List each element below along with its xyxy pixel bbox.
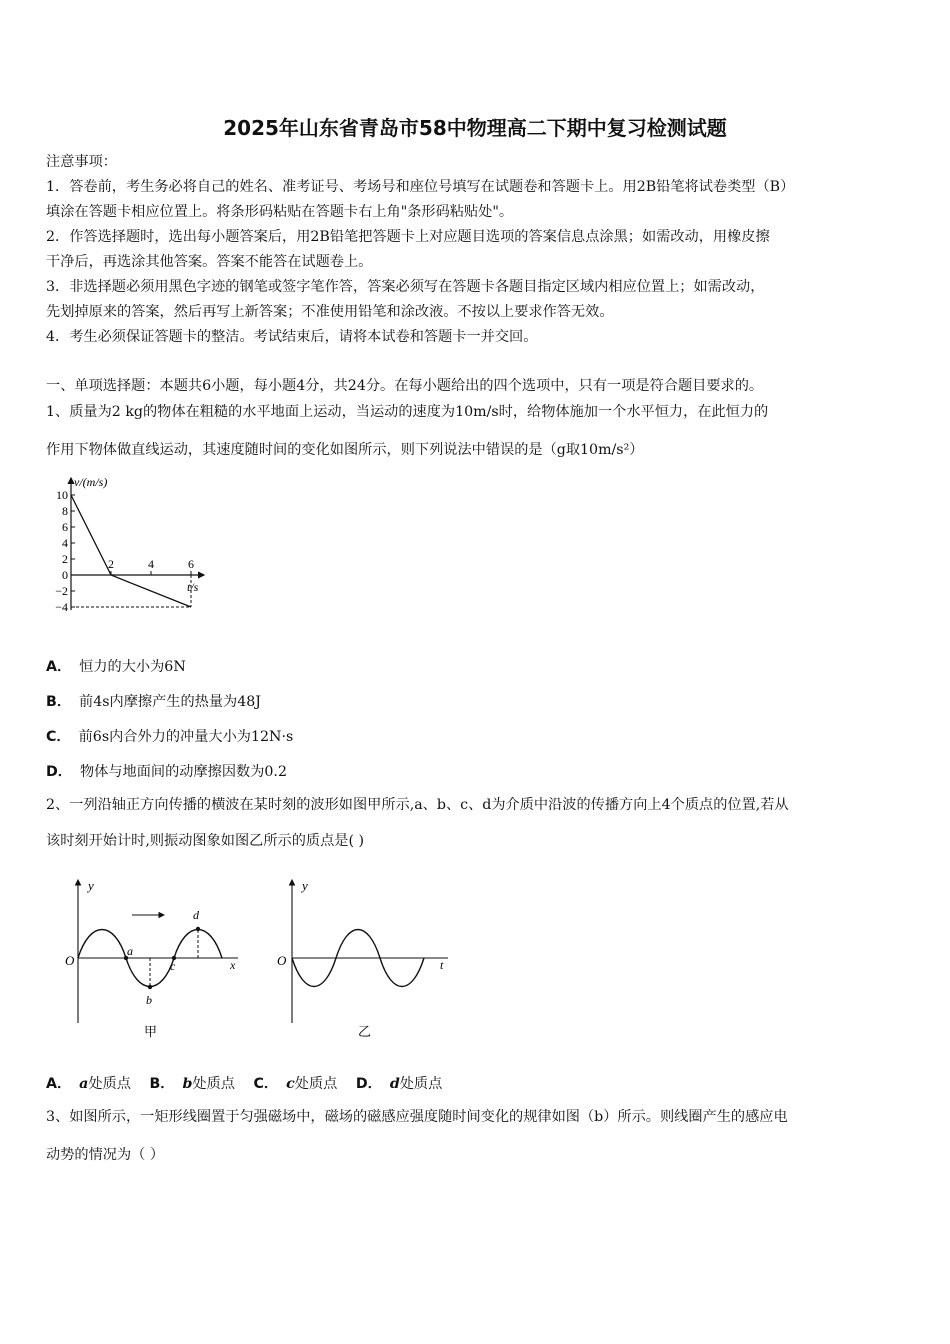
q2-stem-line2: 该时刻开始计时,则振动图象如图乙所示的质点是( ) [46,833,365,849]
y-tick-label: 8 [62,504,68,518]
q2-wave-figures [60,868,460,1058]
svg-text:t: t [440,958,444,972]
q1-stem-line2: 作用下物体做直线运动，其速度随时间的变化如图所示，则下列说法中错误的是（g取10m/s²） [46,442,644,458]
velocity-line [71,495,191,607]
notice-line: 干净后，再选涂其他答案。答案不能答在试题卷上。 [46,254,373,270]
y-tick-label: 4 [62,536,68,550]
x-tick-label: 2 [108,557,114,571]
y-tick-label: 0 [62,568,68,582]
y-tick-label: 10 [56,488,68,502]
point-d-label: d [193,908,199,922]
notice-line: 先划掉原来的答案，然后再写上新答案；不准使用铅笔和涂改液。不按以上要求作答无效。 [46,304,614,320]
x-tick-label: 4 [148,557,154,571]
notice-line: 1．答卷前，考生务必将自己的姓名、准考证号、考场号和座位号填写在试题卷和答题卡上。用2B铅笔将试卷类型（B） [46,179,795,195]
y-ticks [55,488,75,614]
section-heading: 一、单项选择题：本题共6小题，每小题4分，共24分。在每小题给出的四个选项中，只有一项是符合题目要求的。 [46,378,764,394]
q1-option-d: D． 物体与地面间的动摩擦因数为0.2 [46,764,287,780]
q1-vt-graph [44,470,214,620]
x-tick-label: 6 [188,557,194,571]
notice-line: 4．考生必须保证答题卡的整洁。考试结束后，请将本试卷和答题卡一并交回。 [46,329,538,345]
caption-jia: 甲 [144,1024,158,1039]
guide-lines [71,575,191,607]
point-a-label: a [127,944,133,958]
point-c-label: c [170,959,176,973]
y-axis-label: v/(m/s) [74,475,108,489]
q1-stem-line1: 1、质量为2 kg的物体在粗糙的水平地面上运动，当运动的速度为10m/s时，给物体施加一个水平恒力，在此恒力的 [46,404,769,420]
notice-line: 3．非选择题必须用黑色字迹的钢笔或签字笔作答，答案必须写在答题卡各题目指定区域内相应位置上；如需改动， [46,279,765,295]
svg-text:y: y [88,878,94,893]
caption-yi: 乙 [358,1024,372,1039]
q2-options: A． a处质点 B． b处质点 C． c处质点 D． d处质点 [46,1076,443,1092]
y-tick-label: 6 [62,520,68,534]
q1-option-b: B． 前4s内摩擦产生的热量为48J [46,694,261,710]
notice-line: 2．作答选择题时，选出每小题答案后，用2B铅笔把答题卡上对应题目选项的答案信息点涂黑；如需改动，用橡皮擦 [46,229,770,245]
svg-text:x: x [230,958,236,972]
y-tick-label: −2 [55,584,68,598]
x-axis-label: t/s [187,580,199,594]
q3-stem-line1: 3、如图所示，一矩形线圈置于匀强磁场中，磁场的磁感应强度随时间变化的规律如图（b）所示。则线圈产生的感应电 [46,1109,788,1125]
figure-yi [277,878,448,1039]
x-ticks [108,557,194,575]
notice-heading: 注意事项： [46,154,117,170]
svg-text:O: O [277,953,287,968]
q2-stem-line1: 2、一列沿轴正方向传播的横波在某时刻的波形如图甲所示,a、b、c、d为介质中沿波的传播方向上4个质点的位置,若从 [46,797,789,813]
q1-option-c: C． 前6s内合外力的冲量大小为12N·s [46,729,294,745]
figure-jia [65,878,238,1039]
svg-text:y: y [302,878,308,893]
q1-option-a: A． 恒力的大小为6N [46,659,186,675]
q3-stem-line2: 动势的情况为（ ） [46,1147,165,1163]
point-b-label: b [146,993,152,1007]
svg-text:O: O [65,953,75,968]
exam-title: 2025年山东省青岛市58中物理高二下期中复习检测试题 [223,116,727,140]
y-tick-label: −4 [55,600,68,614]
y-tick-label: 2 [62,552,68,566]
notice-line: 填涂在答题卡相应位置上。将条形码粘贴在答题卡右上角"条形码粘贴处"。 [46,204,514,220]
